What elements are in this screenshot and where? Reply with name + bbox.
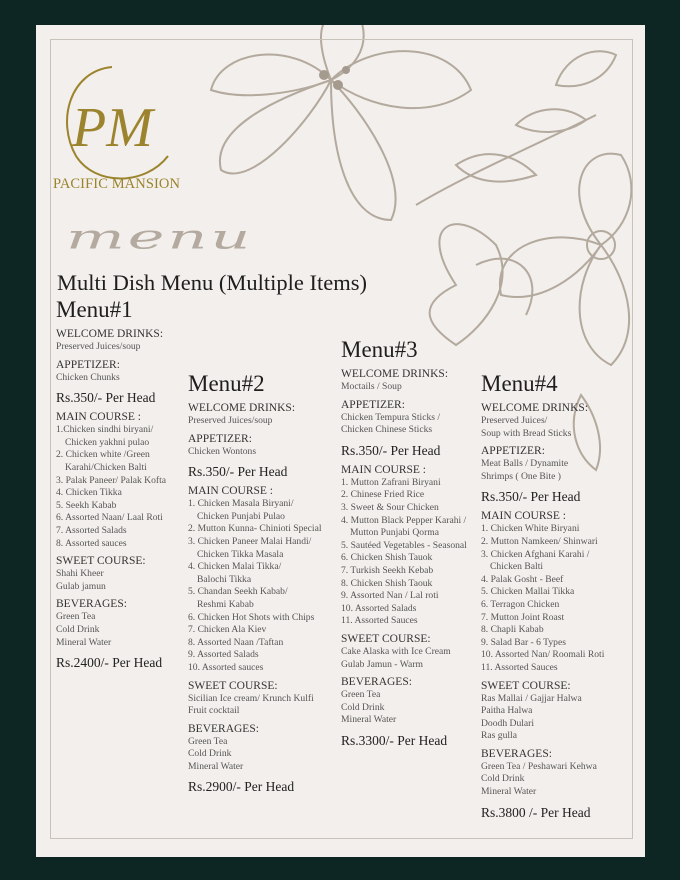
menu-item: Moctails / Soup [341,381,402,392]
section-label: WELCOME DRINKS: [341,368,449,380]
menu-1-column [56,297,166,675]
menu-title: Menu#2 [188,371,265,396]
menu-item: Reshmi Kabab [197,598,254,610]
menu-title: Menu#4 [481,371,558,396]
menu-item: 5. Sautéed Vegetables - Seasonal [341,539,467,551]
section-label: MAIN COURSE : [341,463,426,476]
menu-item: Chicken Tempura Sticks / [341,411,441,423]
menu-title: Menu#1 [56,297,133,322]
menu-item: 1.Chicken sindhi biryani/ [56,424,154,436]
menu-item: 1. Chicken Masala Biryani/ [188,498,294,510]
menu-item: 3. Sweet & Sour Chicken [341,501,439,513]
menu-item: Mineral Water [56,636,112,648]
menu-item: Chicken Balti [490,561,544,573]
section-label: SWEET COURSE: [56,555,146,568]
price-per-head: Rs.350/- Per Head [341,442,441,458]
menu-item: 4. Palak Gosht - Beef [481,573,564,585]
section-label: SWEET COURSE: [341,632,431,645]
menu-item: 1. Mutton Zafrani Biryani [341,476,441,488]
section-label: WELCOME DRINKS: [56,328,164,340]
menu-item: Cold Drink [341,701,385,713]
menu-item: Doodh Dulari [481,717,535,729]
menu-item: Ras Mallai / Gajjar Halwa [481,692,582,704]
menu-page [36,25,645,857]
section-label: SWEET COURSE: [481,679,571,692]
price-per-head: Rs.3300/- Per Head [341,732,448,748]
menu-item: Cold Drink [188,748,232,760]
menu-item: Meat Balls / Dynamite [481,458,569,470]
menu-item: 7. Turkish Seekh Kebab [341,564,434,576]
menu-item: Mineral Water [341,714,397,726]
price-per-head: Rs.3800 /- Per Head [481,804,591,820]
menu-item: 11. Assorted Sauces [341,615,418,627]
menu-item: 8. Assorted sauces [56,537,127,549]
menu-item: Shrimps ( One Bite ) [481,470,561,482]
price-per-head: Rs.350/- Per Head [56,390,156,406]
price-per-head: Rs.2900/- Per Head [188,779,295,795]
menu-item: Chicken Punjabi Pulao [197,510,285,522]
menu-item: Chicken yakhni pulao [65,436,150,448]
menu-item: Gulab Jamun - Warm [341,658,423,670]
menu-item: 6. Chicken Hot Shots with Chips [188,611,315,623]
menu-item: Cake Alaska with Ice Cream [341,645,451,657]
menu-item: Ras gulla [481,730,517,742]
menu-item: 8. Assorted Naan /Taftan [188,636,284,648]
price-per-head: Rs.2400/- Per Head [56,655,163,671]
menu-item: 9. Assorted Salads [188,649,259,661]
section-label: BEVERAGES: [56,598,127,611]
brand-name: PACIFIC MANSION [53,176,181,192]
menu-item: 6. Terragon Chicken [481,598,560,610]
section-label: BEVERAGES: [188,722,259,735]
menu-item: 8. Chicken Shish Taouk [341,577,433,589]
menu-item: Fruit cocktail [188,705,240,717]
section-label: BEVERAGES: [481,747,552,760]
menu-item: 9. Salad Bar - 6 Types [481,636,566,648]
menu-item: Balochi Tikka [197,573,252,585]
menu-item: Chicken Tikka Masala [197,548,284,560]
page-title: Multi Dish Menu (Multiple Items) [57,270,367,295]
price-per-head: Rs.350/- Per Head [481,489,581,505]
menu-item: 4. Chicken Malai Tikka/ [188,561,282,573]
menu-item: 11. Assorted Sauces [481,661,558,673]
menu-item: Cold Drink [56,623,100,635]
menu-item: Green Tea [188,735,228,747]
menu-item: Chicken Chunks [56,371,120,383]
menu-item: Green Tea [56,611,96,623]
menu-item: 10. Assorted Nan/ Roomali Roti [481,649,605,661]
menu-item: 10. Assorted sauces [188,661,264,673]
menu-item: Gulab jamun [56,580,106,592]
menu-item: 3. Chicken Afghani Karahi / [481,548,590,560]
menu-item: Preserved Juices/ [481,415,548,426]
menu-item: Green Tea [341,689,381,701]
menu-item: 2. Mutton Namkeen/ Shinwari [481,535,598,547]
menu-item: 2. Mutton Kunna- Chinioti Special [188,523,322,535]
menu-item: Chicken Wontons [188,445,257,457]
section-label: APPETIZER: [341,398,405,411]
menu-item: Mutton Punjabi Qorma [350,527,440,539]
menu-item: 5. Chandan Seekh Kabab/ [188,586,288,598]
price-per-head: Rs.350/- Per Head [188,464,288,480]
menu-item: 3. Chicken Paneer Malai Handi/ [188,535,312,547]
menu-item: 2. Chicken white /Green [56,449,150,461]
menu-item: Cold Drink [481,773,525,785]
menu-item: Sicilian Ice cream/ Krunch Kulfi [188,692,314,704]
menu-item: Soup with Bread Sticks [481,427,572,439]
menu-item: 5. Seekh Kabab [56,499,117,511]
logo-monogram: PM [72,97,153,159]
menu-item: Green Tea / Peshawari Kehwa [481,760,597,772]
menu-4-column [481,371,604,825]
section-label: MAIN COURSE : [188,485,273,498]
menu-item: 5. Chicken Mallai Tikka [481,586,575,598]
menu-item: Preserved Juices/soup [188,415,273,426]
section-label: APPETIZER: [56,358,120,371]
menu-item: 10. Assorted Salads [341,602,417,614]
menu-item: Paitha Halwa [481,705,533,717]
section-label: SWEET COURSE: [188,679,278,692]
menu-3-column [341,337,467,753]
menu-item: Mineral Water [188,760,244,772]
menu-item: 9. Assorted Nan / Lal roti [341,590,439,602]
menu-item: 3. Palak Paneer/ Palak Kofta [56,474,167,486]
menu-item: 4. Mutton Black Pepper Karahi / [341,514,467,526]
section-label: MAIN COURSE : [481,510,566,523]
menu-item: Karahi/Chicken Balti [65,461,147,473]
menu-item: 1. Chicken White Biryani [481,523,580,535]
menu-item: 7. Mutton Joint Roast [481,611,565,623]
menu-item: 6. Chicken Shish Tauok [341,552,433,564]
section-label: APPETIZER: [188,432,252,445]
section-label: BEVERAGES: [341,676,412,689]
script-heading: menu [66,216,254,257]
menu-item: Mineral Water [481,786,537,798]
menu-item: 4. Chicken Tikka [56,487,122,499]
menu-item: 6. Assorted Naan/ Laal Roti [56,512,163,524]
menu-item: 8. Chapli Kabab [481,624,544,636]
menu-item: 2. Chinese Fried Rice [341,489,425,501]
menu-item: Shahi Kheer [56,568,104,580]
section-label: WELCOME DRINKS: [188,402,296,414]
menu-item: Chicken Chinese Sticks [341,424,433,436]
section-label: WELCOME DRINKS: [481,402,589,414]
section-label: MAIN COURSE : [56,411,141,424]
section-label: APPETIZER: [481,445,545,458]
menu-item: 7. Assorted Salads [56,524,127,536]
menu-title: Menu#3 [341,337,418,362]
menu-item: Preserved Juices/soup [56,341,141,352]
menu-2-column [188,371,322,799]
menu-item: 7. Chicken Ala Kiev [188,624,267,636]
